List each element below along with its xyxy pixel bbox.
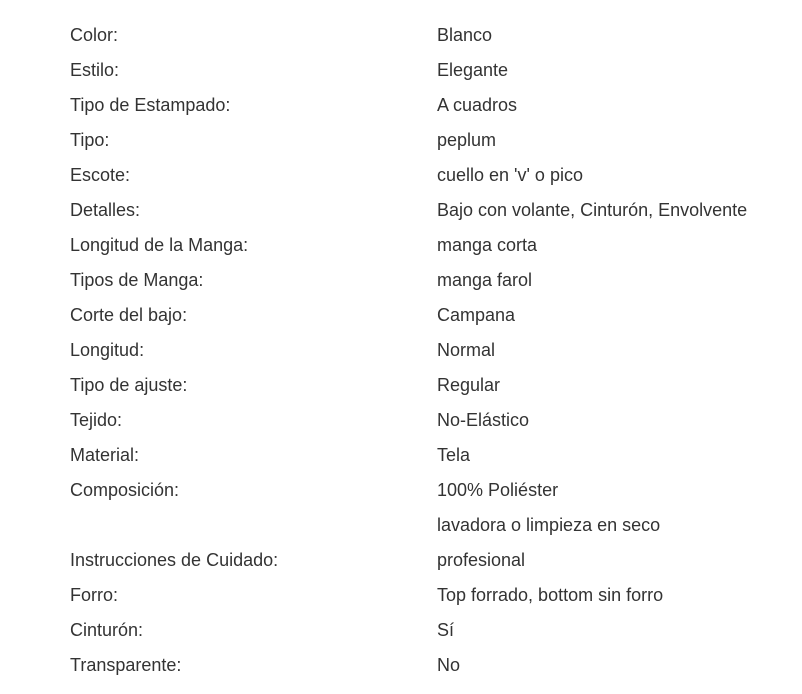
spec-row-transparente [0, 648, 802, 683]
spec-label: Color: [70, 25, 119, 45]
spec-value: No-Elástico [437, 410, 530, 430]
spec-row-instrucciones-de-cuidado [0, 508, 802, 578]
spec-value: manga corta [437, 235, 538, 255]
spec-row-material [0, 438, 802, 473]
spec-label: Cinturón: [70, 620, 144, 640]
spec-value: Campana [437, 305, 516, 325]
spec-row-tipos-de-manga [0, 263, 802, 298]
spec-value: Regular [437, 375, 501, 395]
spec-row-cinturon [0, 613, 802, 648]
spec-value-line: profesional [437, 550, 526, 570]
spec-label: Detalles: [70, 200, 141, 220]
spec-value: Normal [437, 340, 496, 360]
spec-label: Material: [70, 445, 140, 465]
spec-value [437, 508, 802, 578]
spec-value-line: lavadora o limpieza en seco [437, 515, 661, 535]
spec-row-detalles [0, 193, 802, 228]
spec-label: Estilo: [70, 60, 120, 80]
spec-value: Tela [437, 445, 471, 465]
spec-label: Tipo de Estampado: [70, 95, 231, 115]
spec-row-estilo [0, 53, 802, 88]
spec-row-tejido [0, 403, 802, 438]
spec-label: Transparente: [70, 655, 182, 675]
spec-row-forro [0, 578, 802, 613]
spec-row-tipo-de-estampado [0, 88, 802, 123]
spec-value: peplum [437, 130, 497, 150]
spec-value: No [437, 655, 461, 675]
spec-label: Corte del bajo: [70, 305, 188, 325]
spec-value: A cuadros [437, 95, 518, 115]
spec-label: Tipo: [70, 130, 110, 150]
spec-label: Forro: [70, 585, 119, 605]
spec-row-composicion [0, 473, 802, 508]
spec-label: Tipos de Manga: [70, 270, 204, 290]
spec-label: Longitud: [70, 340, 145, 360]
spec-value: manga farol [437, 270, 533, 290]
spec-label: Escote: [70, 165, 131, 185]
spec-label: Composición: [70, 480, 180, 500]
spec-row-longitud-de-la-manga [0, 228, 802, 263]
spec-label: Tipo de ajuste: [70, 375, 188, 395]
spec-value: 100% Poliéster [437, 480, 559, 500]
spec-label: Tejido: [70, 410, 123, 430]
spec-value: Sí [437, 620, 455, 640]
spec-row-longitud [0, 333, 802, 368]
spec-row-tipo [0, 123, 802, 158]
spec-value: Top forrado, bottom sin forro [437, 585, 664, 605]
spec-label: Longitud de la Manga: [70, 235, 249, 255]
spec-value: Blanco [437, 25, 493, 45]
spec-label: Instrucciones de Cuidado: [70, 550, 279, 570]
spec-row-color [0, 18, 802, 53]
spec-value: Elegante [437, 60, 509, 80]
spec-value: Bajo con volante, Cinturón, Envolvente [437, 200, 748, 220]
spec-value: cuello en 'v' o pico [437, 165, 583, 185]
spec-row-tipo-de-ajuste [0, 368, 802, 403]
spec-row-escote [0, 158, 802, 193]
spec-row-corte-del-bajo [0, 298, 802, 333]
